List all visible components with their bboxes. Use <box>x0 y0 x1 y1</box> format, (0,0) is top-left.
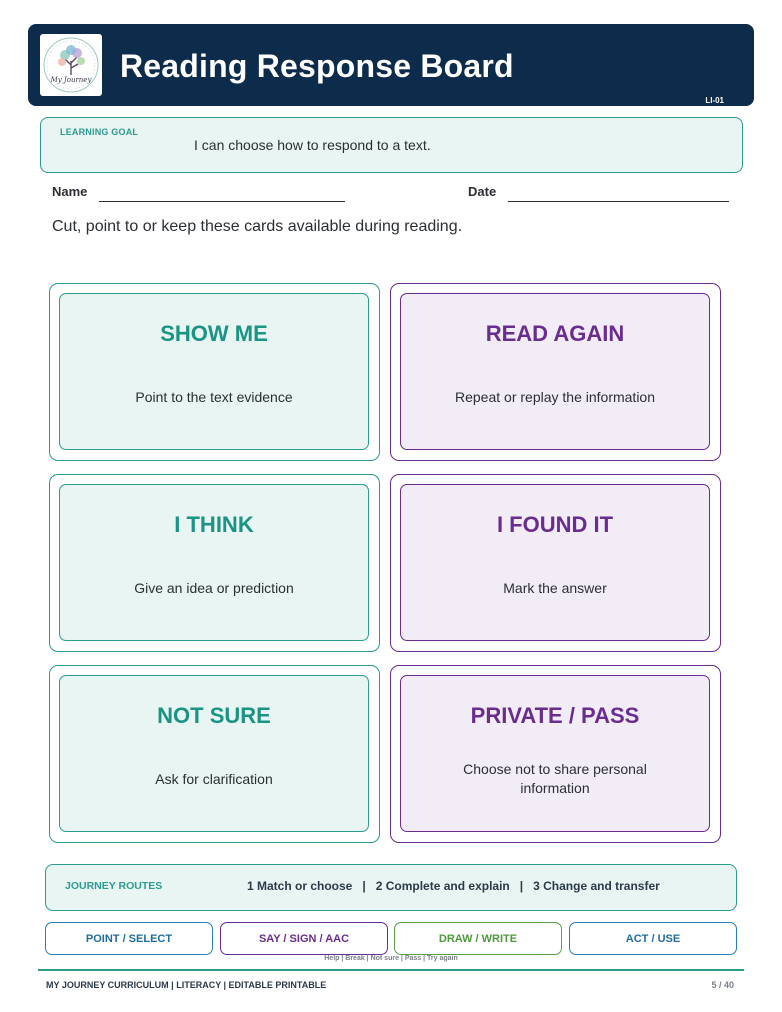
point-select-button[interactable]: POINT / SELECT <box>45 922 213 955</box>
page-number: 5 / 40 <box>711 980 734 990</box>
card-title: READ AGAIN <box>485 321 625 346</box>
card-read-again[interactable] <box>390 283 721 461</box>
draw-write-button[interactable]: DRAW / WRITE <box>394 922 562 955</box>
card-title: NOT SURE <box>157 703 271 728</box>
card-title: I FOUND IT <box>496 512 614 537</box>
instructions: Cut, point to or keep these cards available during reading. <box>52 218 463 235</box>
journey-routes-label: JOURNEY ROUTES <box>65 880 163 892</box>
logo <box>40 34 102 96</box>
name-field[interactable] <box>99 201 345 202</box>
card-inner <box>400 675 710 832</box>
card-i-found-it[interactable] <box>390 474 721 652</box>
card-inner <box>59 675 369 832</box>
learning-goal-box <box>40 117 743 173</box>
act-use-button[interactable]: ACT / USE <box>569 922 737 955</box>
journey-routes-text: 1 Match or choose | 2 Complete and explain | 3 Change and transfer <box>247 879 660 893</box>
card-text: Mark the answer <box>503 580 607 596</box>
worksheet-code: LI-01 <box>705 96 724 105</box>
date-field[interactable] <box>508 201 729 202</box>
card-inner <box>59 484 369 641</box>
card-text: Give an idea or prediction <box>134 580 294 596</box>
svg-text:My Journey: My Journey <box>50 76 92 84</box>
learning-goal-label: LEARNING GOAL <box>60 127 139 137</box>
card-show-me[interactable] <box>49 283 380 461</box>
help-options-text: Help | Break | Not sure | Pass | Try again <box>324 955 458 962</box>
card-text: Ask for clarification <box>155 771 273 787</box>
date-label: Date <box>468 184 497 199</box>
card-text: Point to the text evidence <box>135 389 293 405</box>
learning-goal-text: I can choose how to respond to a text. <box>194 137 431 153</box>
card-title: SHOW ME <box>160 321 268 346</box>
footer-text: MY JOURNEY CURRICULUM | LITERACY | EDITABLE PRINTABLE <box>46 980 327 990</box>
card-private-pass[interactable] <box>390 665 721 843</box>
journey-routes-box <box>45 864 737 911</box>
page-header <box>28 24 754 106</box>
name-label: Name <box>52 184 88 199</box>
footer-divider <box>38 969 744 971</box>
card-title: PRIVATE / PASS <box>470 703 640 728</box>
page-title: Reading Response Board <box>120 48 514 84</box>
card-inner <box>400 293 710 450</box>
say-sign-aac-button[interactable]: SAY / SIGN / AAC <box>220 922 388 955</box>
card-inner <box>59 293 369 450</box>
card-not-sure[interactable] <box>49 665 380 843</box>
card-text: Choose not to share personal information <box>463 761 647 796</box>
card-i-think[interactable] <box>49 474 380 652</box>
card-title: I THINK <box>174 512 254 537</box>
card-text: Repeat or replay the information <box>455 389 655 405</box>
tree-logo-icon <box>41 35 101 95</box>
card-inner <box>400 484 710 641</box>
